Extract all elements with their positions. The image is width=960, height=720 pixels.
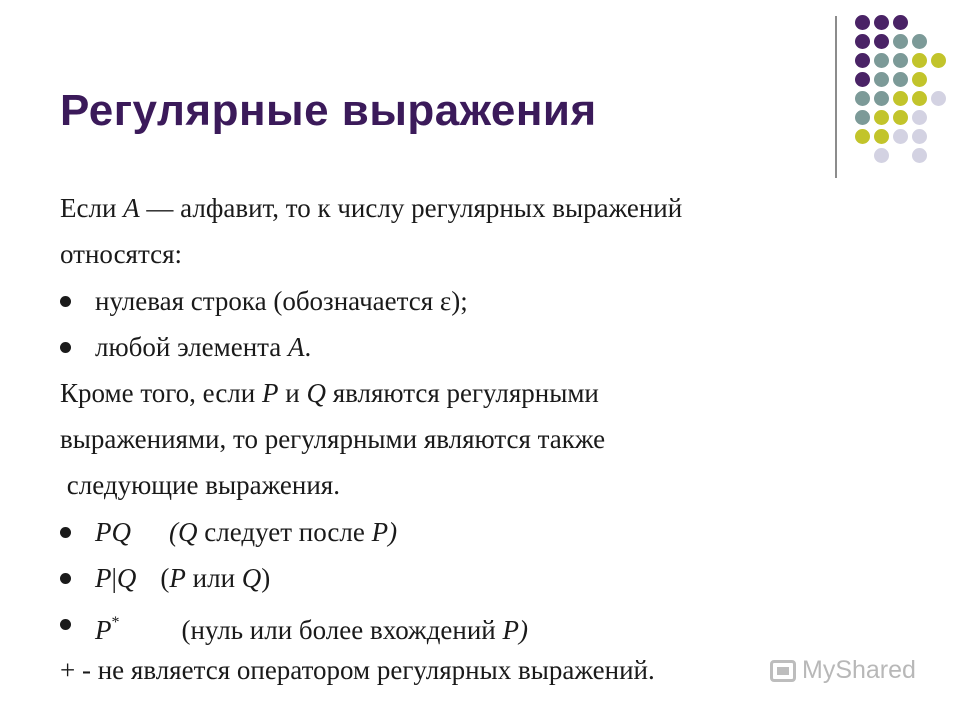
text-span: ( [160,563,170,593]
text-span: ( [169,517,178,547]
watermark [770,656,916,685]
text-span: Если [60,193,124,223]
deco-dot [912,34,927,49]
text-span: Q [116,563,137,593]
deco-dot [931,91,946,106]
paragraph-line: выражениями, то регулярными являются также [60,424,606,454]
deco-dot [855,110,870,125]
deco-dot [874,148,889,163]
deco-dot [855,72,870,87]
deco-dot [855,15,870,30]
deco-dot [912,91,927,106]
deco-dot [912,53,927,68]
deco-dot [893,53,908,68]
paragraph-line [60,192,682,224]
bullet-item: нулевая строка (обозначается ε); [95,286,468,316]
text-span: P [95,563,112,593]
bullet-item [95,331,311,363]
bullet-icon [60,619,71,630]
text-span: Q [178,517,198,547]
text-span: . [304,332,312,362]
deco-dot [855,53,870,68]
deco-dot [912,129,927,144]
deco-dot [874,129,889,144]
text-span: Q [241,563,262,593]
text-span: P) [371,517,398,547]
text-span: следует после [197,517,372,547]
deco-dot [893,72,908,87]
deco-dot [893,110,908,125]
slide-title: Регулярные выражения [60,86,597,135]
deco-dot [855,34,870,49]
deco-dot [874,110,889,125]
presentation-icon [770,660,796,682]
paragraph-line [60,377,599,409]
text-span: (нуль или более вхождений [181,615,503,645]
bullet-icon [60,296,71,307]
text-span: P) [502,615,528,645]
paragraph-line: + - не является оператором регулярных выражений. [60,655,655,685]
text-span: | [111,563,117,593]
watermark-text: MyShared [802,656,916,684]
deco-dot [893,91,908,106]
deco-dot [874,34,889,49]
bullet-icon [60,342,71,353]
deco-dot [855,129,870,144]
deco-dot [912,72,927,87]
bullet-icon [60,573,71,584]
paragraph-line: относятся: [60,239,183,269]
text-span: Q [306,378,326,408]
text-span: A [288,332,305,362]
text-span: P [169,563,186,593]
text-span: любой элемента [95,332,289,362]
deco-dot [855,91,870,106]
deco-dot [893,129,908,144]
text-span: — алфавит, то к числу регулярных выражений [139,193,683,223]
deco-dot [874,53,889,68]
deco-dot [874,72,889,87]
text-span: P [95,615,112,645]
deco-dot [912,110,927,125]
paragraph-line: следующие выражения. [60,470,340,500]
decorative-divider [835,16,837,178]
bullet-item [95,607,528,646]
deco-dot [912,148,927,163]
bullet-item [95,562,270,594]
text-span: PQ [95,517,131,547]
text-span: * [111,614,120,631]
text-span: или [185,563,242,593]
deco-dot [931,53,946,68]
text-span: Кроме того, если [60,378,262,408]
bullet-icon [60,527,71,538]
text-span: являются регулярными [325,378,599,408]
text-span: и [278,378,307,408]
text-span: A [123,193,140,223]
bullet-item [95,516,397,548]
text-span: P [261,378,279,408]
deco-dot [893,15,908,30]
deco-dot [874,91,889,106]
text-span: ) [261,563,271,593]
deco-dot [874,15,889,30]
deco-dot [893,34,908,49]
